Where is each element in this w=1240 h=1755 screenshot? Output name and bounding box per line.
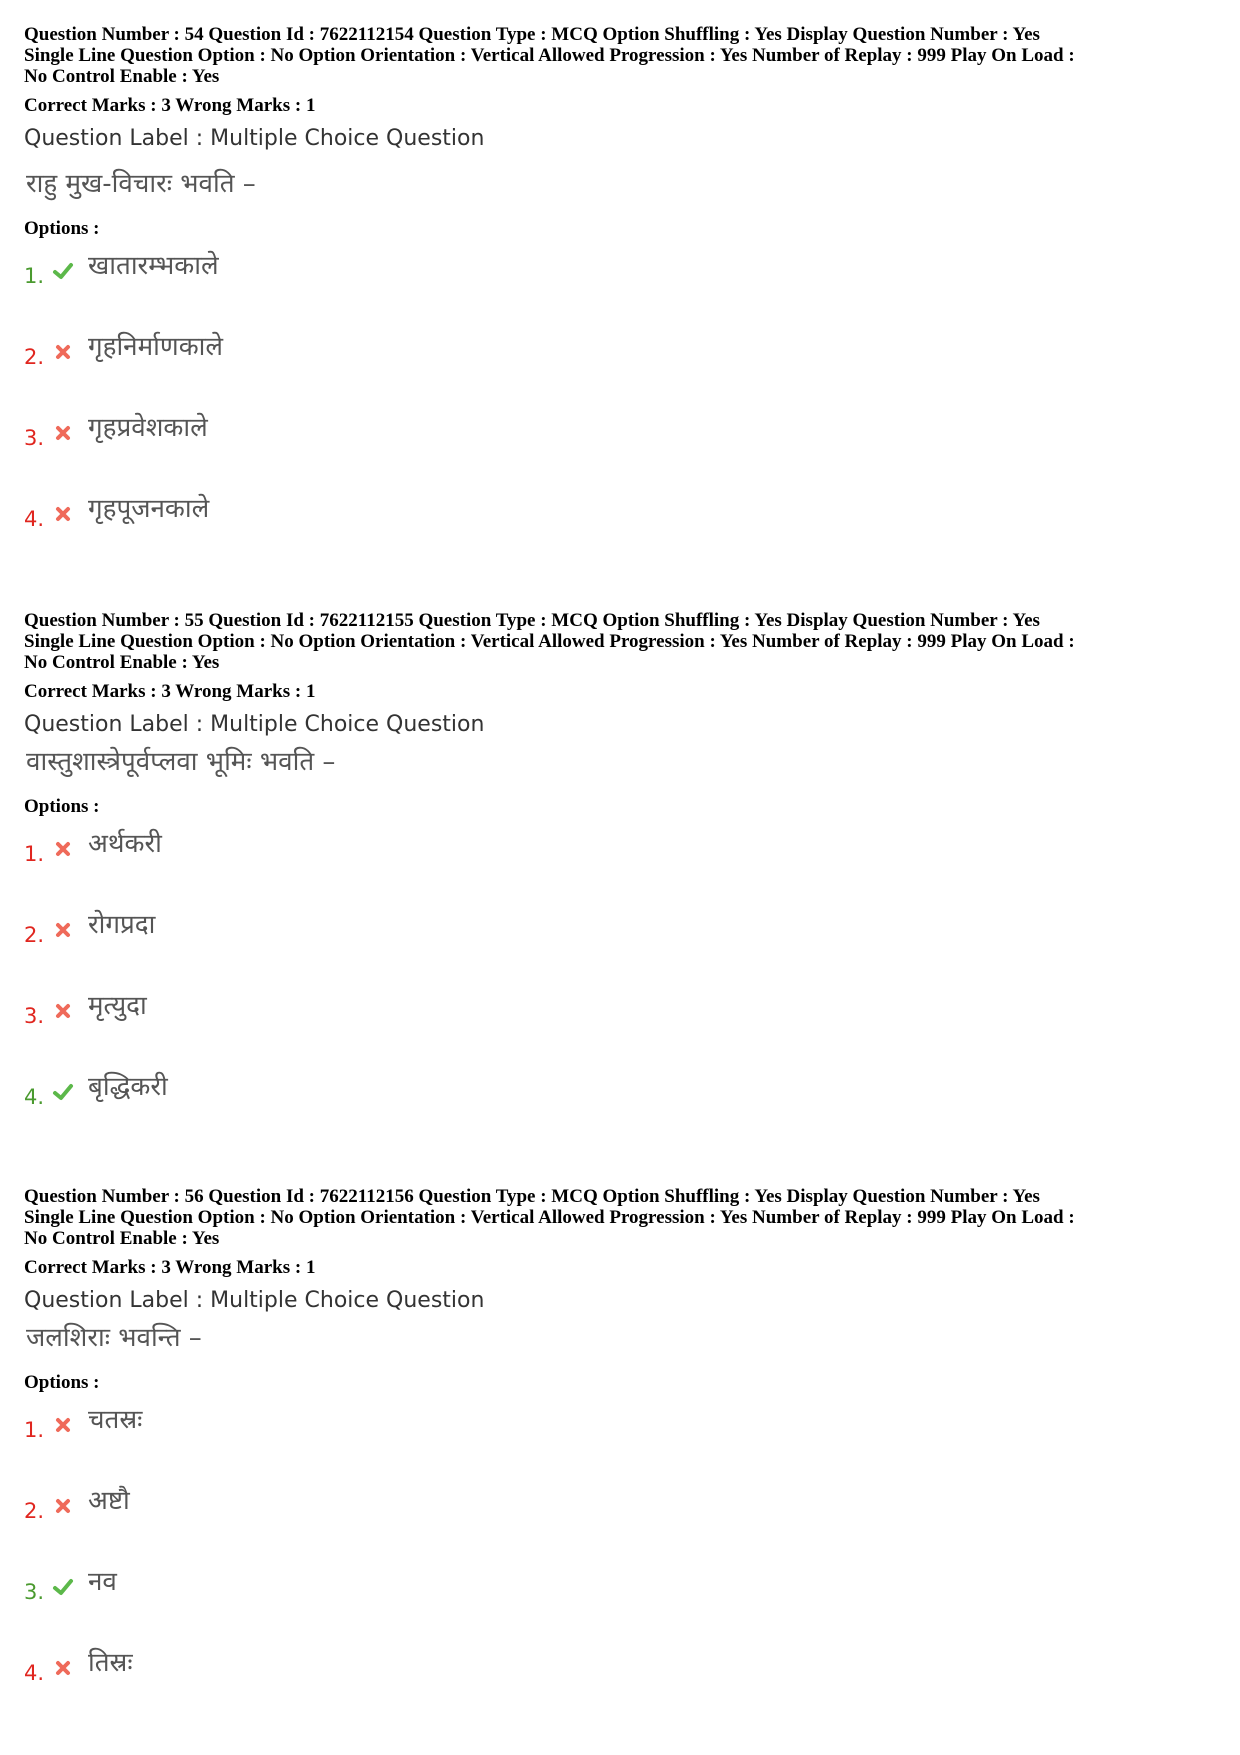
option-text: बृद्धिकरी [88, 1072, 168, 1102]
question-label: Question Label : Multiple Choice Question [24, 126, 485, 151]
option-text: चतस्रः [88, 1405, 143, 1435]
option-number: 4. [24, 507, 45, 531]
marks-info: Correct Marks : 3 Wrong Marks : 1 [24, 95, 316, 116]
cross-icon [52, 1657, 74, 1679]
cross-icon [52, 503, 74, 525]
option-number: 3. [24, 426, 45, 450]
meta-line: Single Line Question Option : No Option Orientation : Vertical Allowed Progression : Yes Number of Replay : 999 Play On Load : [24, 45, 1075, 66]
option-item[interactable] [24, 1475, 1224, 1556]
check-icon [52, 260, 74, 282]
cross-icon [52, 341, 74, 363]
marks-info: Correct Marks : 3 Wrong Marks : 1 [24, 681, 316, 702]
question-text: जलशिराः भवन्ति – [26, 1323, 202, 1353]
question-meta [24, 1186, 1224, 1249]
cross-icon [52, 422, 74, 444]
option-item[interactable] [24, 483, 1224, 564]
option-item[interactable] [24, 240, 1224, 321]
option-text: गृहप्रवेशकाले [88, 413, 208, 443]
option-text: अर्थकरी [88, 829, 162, 859]
option-text: नव [88, 1567, 117, 1597]
option-list [24, 240, 1224, 564]
option-text: गृहपूजनकाले [88, 494, 210, 524]
option-item[interactable] [24, 402, 1224, 483]
question-meta [24, 24, 1224, 87]
cross-icon [52, 838, 74, 860]
cross-icon [52, 1414, 74, 1436]
check-icon [52, 1081, 74, 1103]
option-item[interactable] [24, 980, 1224, 1061]
option-number: 2. [24, 1499, 45, 1523]
option-number: 3. [24, 1004, 45, 1028]
option-list [24, 1394, 1224, 1718]
question-block [24, 24, 1224, 564]
option-text: तिस्रः [88, 1648, 133, 1678]
option-text: मृत्युदा [88, 991, 147, 1021]
option-text: रोगप्रदा [88, 910, 156, 940]
cross-icon [52, 1495, 74, 1517]
option-text: अष्टौ [88, 1486, 130, 1516]
meta-line: No Control Enable : Yes [24, 652, 220, 673]
option-text: गृहनिर्माणकाले [88, 332, 224, 362]
question-meta [24, 610, 1224, 673]
meta-line: Question Number : 54 Question Id : 7622112154 Question Type : MCQ Option Shuffling : Yes Display Question Number : Yes [24, 24, 1040, 45]
option-item[interactable] [24, 1061, 1224, 1142]
meta-line: Single Line Question Option : No Option Orientation : Vertical Allowed Progression : Yes Number of Replay : 999 Play On Load : [24, 631, 1075, 652]
option-number: 4. [24, 1661, 45, 1685]
cross-icon [52, 919, 74, 941]
options-heading: Options : [24, 1372, 100, 1393]
cross-icon [52, 1000, 74, 1022]
option-number: 2. [24, 923, 45, 947]
meta-line: Single Line Question Option : No Option Orientation : Vertical Allowed Progression : Yes Number of Replay : 999 Play On Load : [24, 1207, 1075, 1228]
option-list [24, 818, 1224, 1142]
option-item[interactable] [24, 818, 1224, 899]
options-heading: Options : [24, 796, 100, 817]
marks-info: Correct Marks : 3 Wrong Marks : 1 [24, 1257, 316, 1278]
question-text: राहु मुख-विचारः भवति – [26, 169, 256, 199]
meta-line: No Control Enable : Yes [24, 1228, 220, 1249]
meta-line: No Control Enable : Yes [24, 66, 220, 87]
meta-line: Question Number : 55 Question Id : 7622112155 Question Type : MCQ Option Shuffling : Yes Display Question Number : Yes [24, 610, 1040, 631]
options-heading: Options : [24, 218, 100, 239]
option-number: 2. [24, 345, 45, 369]
option-number: 1. [24, 842, 45, 866]
option-number: 1. [24, 1418, 45, 1442]
meta-line: Question Number : 56 Question Id : 7622112156 Question Type : MCQ Option Shuffling : Yes Display Question Number : Yes [24, 1186, 1040, 1207]
option-number: 3. [24, 1580, 45, 1604]
option-number: 4. [24, 1085, 45, 1109]
question-block [24, 610, 1224, 1142]
option-item[interactable] [24, 1394, 1224, 1475]
question-block [24, 1186, 1224, 1718]
option-item[interactable] [24, 321, 1224, 402]
option-item[interactable] [24, 1556, 1224, 1637]
question-text: वास्तुशास्त्रेपूर्वप्लवा भूमिः भवति – [26, 747, 336, 777]
option-text: खातारम्भकाले [88, 251, 219, 281]
question-label: Question Label : Multiple Choice Question [24, 712, 485, 737]
check-icon [52, 1576, 74, 1598]
question-label: Question Label : Multiple Choice Question [24, 1288, 485, 1313]
option-item[interactable] [24, 899, 1224, 980]
option-item[interactable] [24, 1637, 1224, 1718]
option-number: 1. [24, 264, 45, 288]
